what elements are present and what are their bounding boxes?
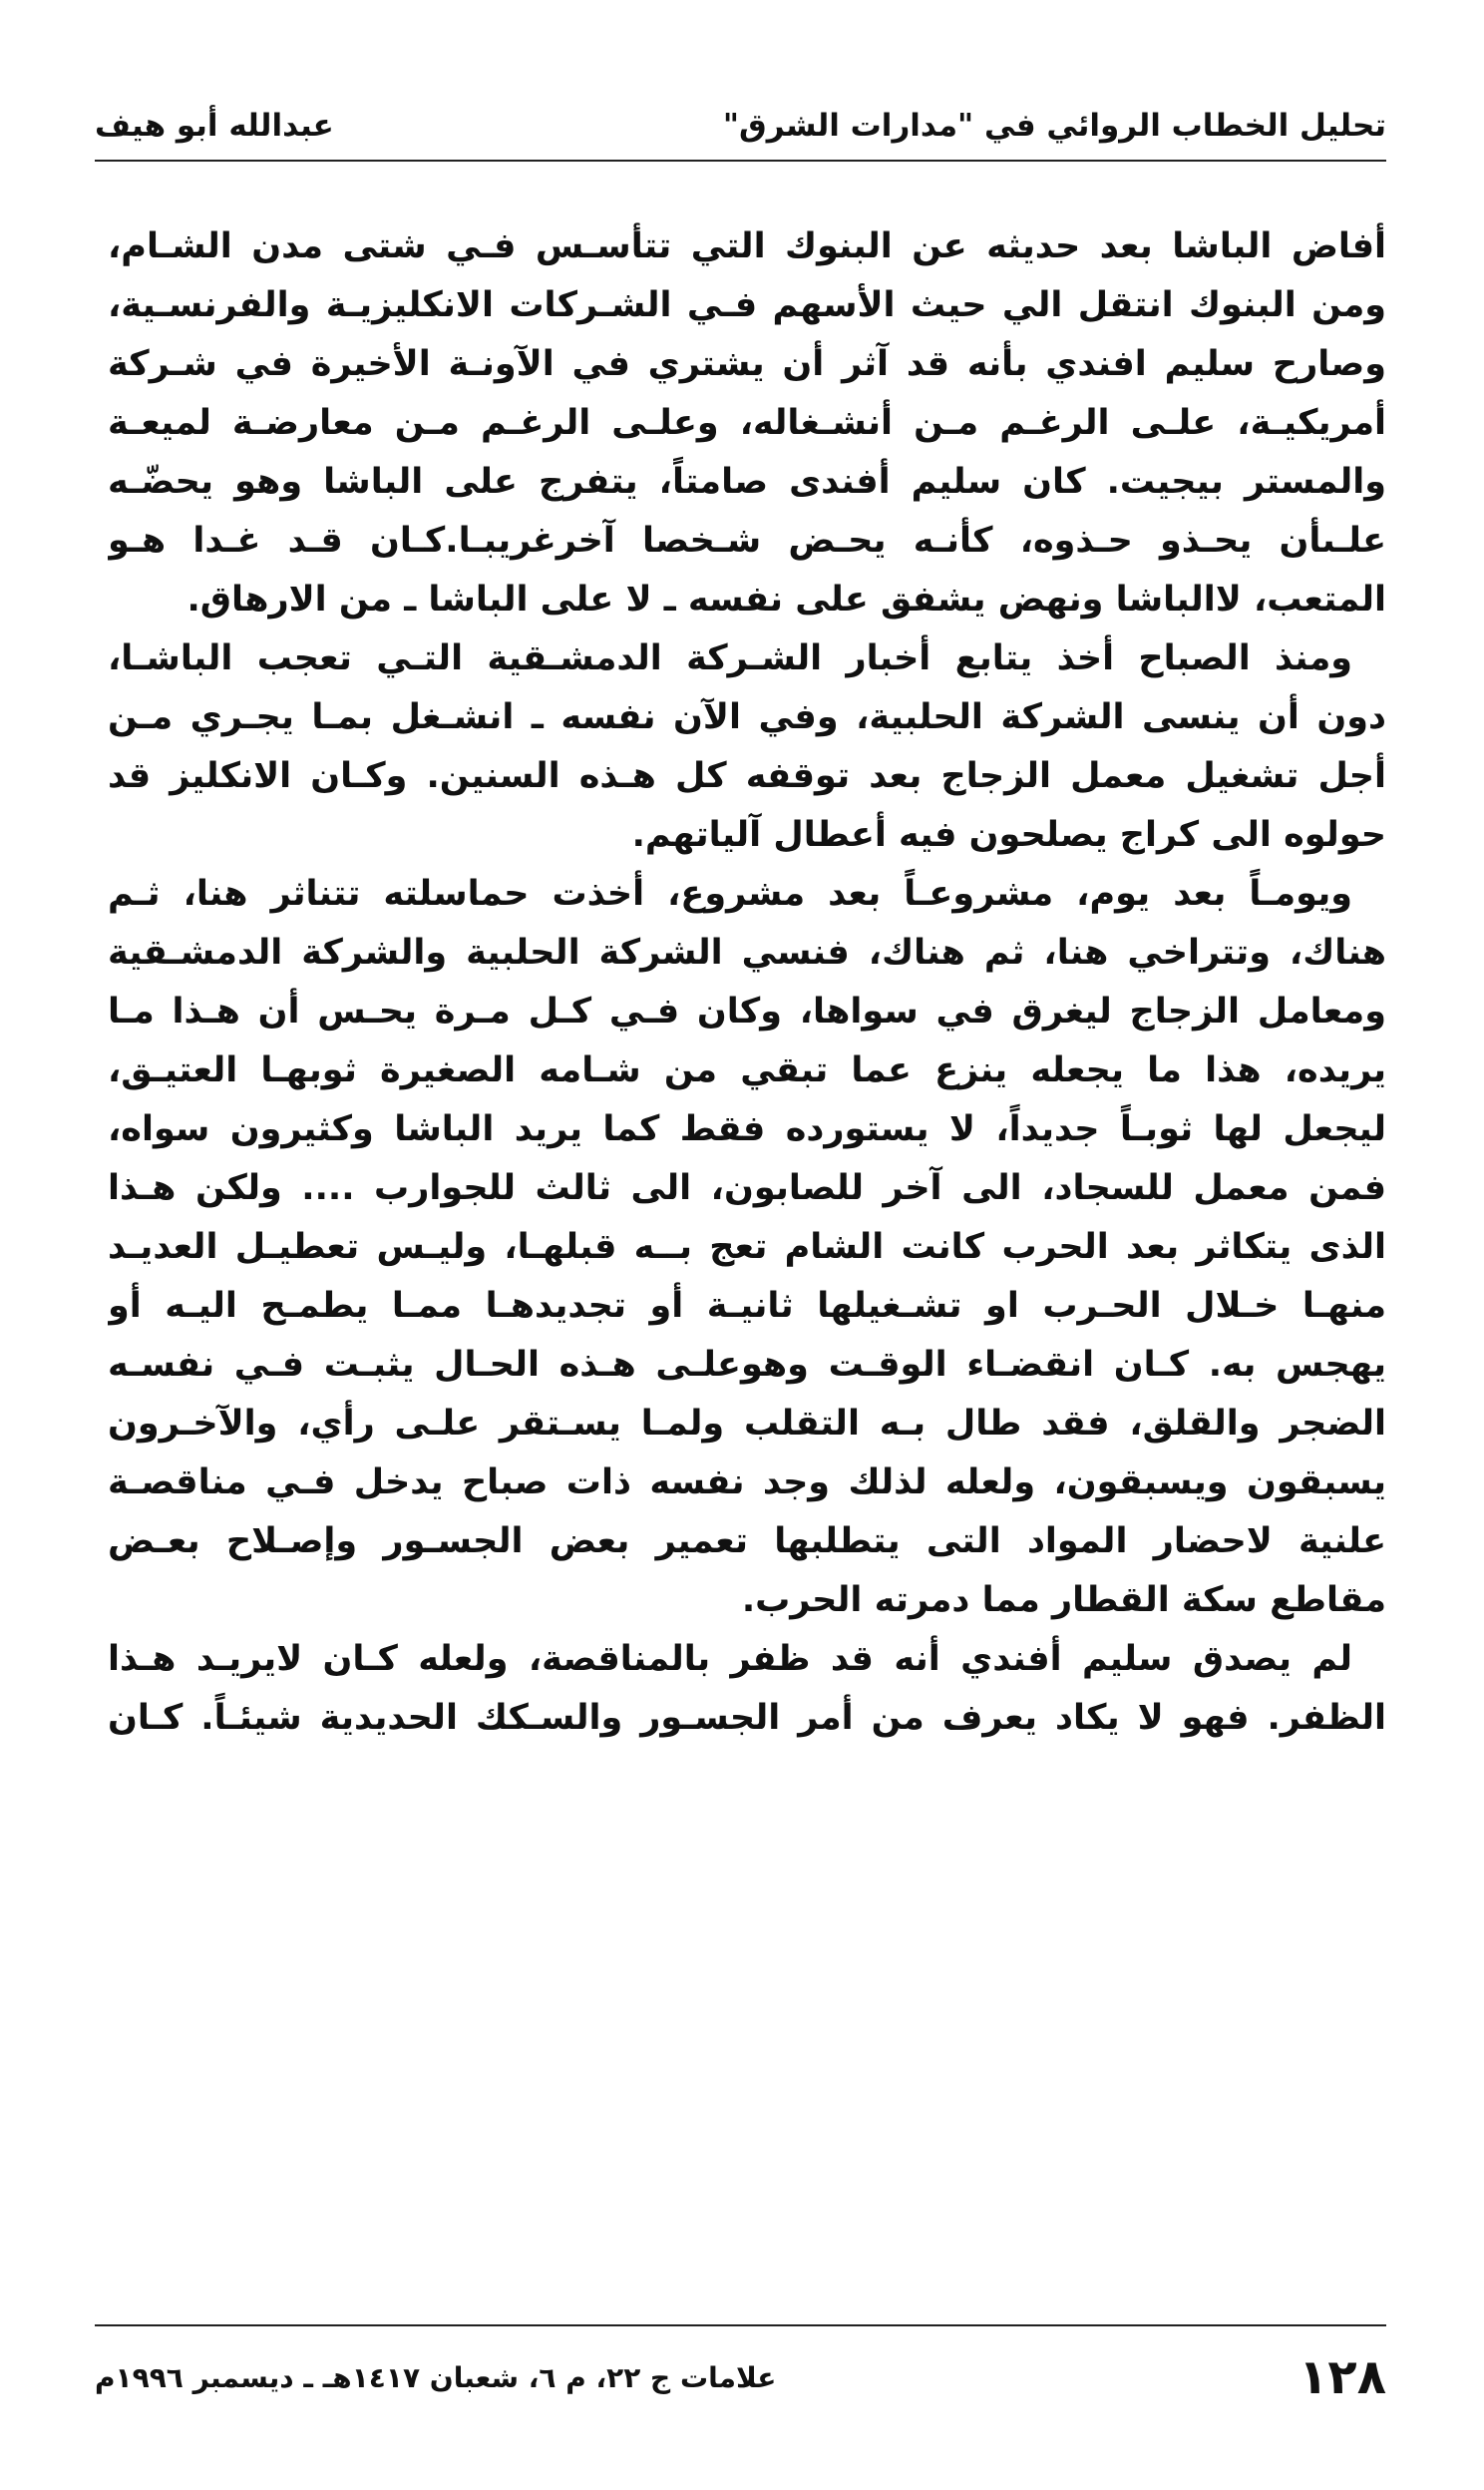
text-line: الضجر والقلق، فقد طال بـه التقلب ولمـا يسـتقر علـى رأي، والآخـرون <box>108 1404 1386 1444</box>
text-line: وصارح سليم افندي بأنه قد آثر أن يشتري في الآونـة الأخيرة في شـركة <box>108 344 1386 384</box>
text-line: علنية لاحضار المواد التى يتطلبها تعمير بعض الجسـور وإصـلاح بعـض <box>108 1521 1386 1561</box>
running-title: تحليل الخطاب الروائي في "مدارات الشرق" <box>722 108 1386 144</box>
text-line: ليجعل لها ثوبـاً جديداً، لا يستورده فقط كما يريد الباشا وكثيرون سواه، <box>108 1109 1386 1149</box>
article-body <box>108 217 1386 2213</box>
page-header <box>95 92 1386 167</box>
text-line: الظفر. فهو لا يكاد يعرف من أمر الجسـور والسـكك الحديدية شيئـاً. كـان <box>108 1698 1386 1738</box>
text-line: ومنذ الصباح أخذ يتابع أخبار الشـركة الدمشـقية التـي تعجب الباشـا، <box>108 638 1352 678</box>
text-line: ومعامل الزجاج ليغرق في سواها، وكان فـي كـل مـرة يحـس أن هـذا مـا <box>108 992 1386 1032</box>
text-line: الذى يتكاثر بعد الحرب كانت الشام تعج بــه قبلهـا، وليـس تعطيـل العديـد <box>108 1227 1386 1267</box>
text-line: دون أن ينسى الشركة الحلبية، وفي الآن نفسه ـ انشـغل بمـا يجـري مـن <box>108 697 1386 737</box>
page-footer <box>95 2349 1386 2419</box>
text-line: والمستر بيجيت. كان سليم أفندى صامتاً، يتفرج على الباشا وهو يحضّـه <box>108 462 1386 502</box>
text-line: يهجس به. كـان انقضـاء الوقـت وهوعلـى هـذه الحـال يثبـت فـي نفسـه <box>108 1345 1386 1385</box>
text-line: أمريكيـة، علـى الرغـم مـن أنشـغاله، وعلـى الرغـم مـن معارضـة لميعـة <box>108 403 1386 443</box>
text-line: مقاطع سكة القطار مما دمرته الحرب. <box>741 1580 1386 1620</box>
text-line: ومن البنوك انتقل الي حيث الأسهم فـي الشـركات الانكليزيـة والفرنسـية، <box>108 285 1386 325</box>
text-line: فمن معمل للسجاد، الى آخر للصابون، الى ثالث للجوارب .... ولكن هـذا <box>108 1168 1386 1208</box>
footer-divider <box>95 2324 1386 2326</box>
text-line: يسبقون ويسبقون، ولعله لذلك وجد نفسه ذات صباح يدخل فـي مناقصـة <box>108 1462 1386 1502</box>
text-line: منهـا خـلال الحـرب او تشـغيلها ثانيـة أو تجديدهـا ممـا يطمـح اليـه أو <box>108 1286 1386 1326</box>
text-line: هناك، وتتراخي هنا، ثم هناك، فنسي الشركة الحلبية والشركة الدمشـقية <box>108 933 1386 973</box>
text-line: يريده، هذا ما يجعله ينزع عما تبقي من شـامه الصغيرة ثوبهـا العتيـق، <box>108 1050 1386 1090</box>
text-line: ويومـاً بعد يوم، مشروعـاً بعد مشروع، أخذت حماسلته تتناثر هنا، ثـم <box>108 874 1352 914</box>
header-divider <box>95 160 1386 162</box>
text-line: أفاض الباشا بعد حديثه عن البنوك التي تتأسـس فـي شتى مدن الشـام، <box>108 226 1386 266</box>
text-line: المتعب، لاالباشا ونهض يشفق على نفسه ـ لا على الباشا ـ من الارهاق. <box>186 580 1386 620</box>
text-line: لم يصدق سليم أفندي أنه قد ظفر بالمناقصة، ولعله كـان لايريـد هـذا <box>108 1639 1352 1679</box>
text-line: علـىأن يحـذو حـذوه، كأنـه يحـض شـخصا آخرغريبـا.كـان قـد غـدا هـو <box>108 521 1386 561</box>
text-line: أجل تشغيل معمل الزجاج بعد توقفه كل هـذه السنين. وكـان الانكليز قد <box>108 756 1386 796</box>
text-line: حولوه الى كراج يصلحون فيه أعطال آلياتهم. <box>631 815 1386 855</box>
running-author: عبدالله أبو هيف <box>95 108 334 144</box>
page-number: ١٢٨ <box>1298 2349 1386 2405</box>
journal-citation: علامات ج ٢٢، م ٦، شعبان ١٤١٧هـ ـ ديسمبر ١٩٩٦م <box>95 2361 777 2394</box>
